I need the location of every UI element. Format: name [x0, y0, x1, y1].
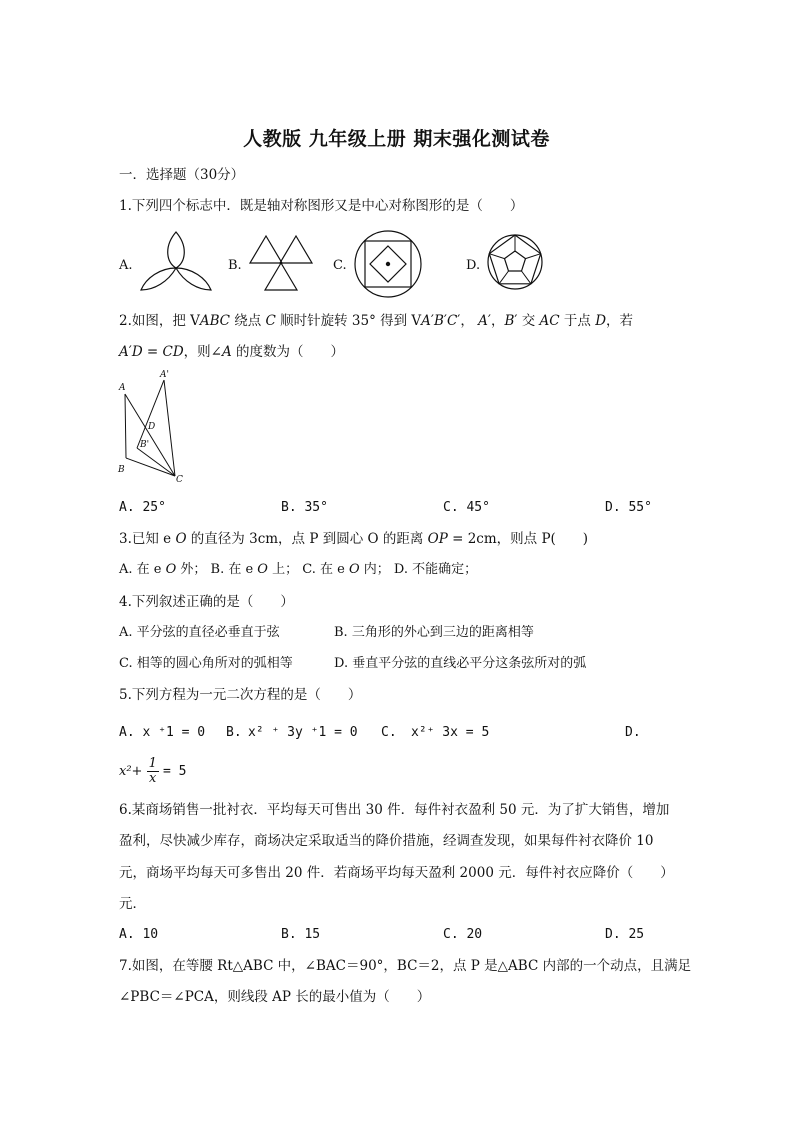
question-2-line-2: 𝐴′𝐷 = 𝐶𝐷，则∠𝐴 的度数为（ ）	[119, 344, 345, 360]
q5-fraction-numerator: 1	[148, 756, 157, 771]
q2-label-b-prime: B'	[140, 440, 150, 450]
q1-option-a-figure	[138, 228, 214, 296]
q5-option-d-fraction	[147, 757, 159, 786]
question-4-stem: 4.下列叙述正确的是（ ）	[119, 594, 294, 610]
q5-option-d-label: D.	[625, 725, 641, 740]
q5-option-d-lead: x²+	[119, 764, 143, 779]
q5-option-c: x²⁺ 3x = 5	[411, 725, 490, 740]
q1-option-c-figure	[352, 228, 424, 300]
q2-option-d: D. 55°	[605, 500, 652, 515]
q4-option-d: D. 垂直平分弦的直线必平分这条弦所对的弧	[334, 656, 587, 671]
question-6-line-1: 6.某商场销售一批衬衣．平均每天可售出 30 件．每件衬衣盈利 50 元．为了扩大销售，增加	[119, 802, 670, 818]
q1-option-d-figure	[485, 232, 545, 292]
q2-label-b: B	[118, 465, 125, 475]
question-7-line-1: 7.如图，在等腰 Rt△ABC 中，∠BAC＝90°，BC＝2，点 P 是△ABC 内部的一个动点，且满足	[119, 958, 692, 974]
question-6-line-3: 元，商场平均每天可多售出 20 件．若商场平均每天盈利 2000 元．每件衬衣应降价（ ）	[119, 865, 674, 881]
question-7-line-2: ∠PBC＝∠PCA，则线段 AP 长的最小值为（ ）	[119, 989, 431, 1005]
q1-option-a-label: A.	[119, 258, 133, 273]
q2-option-a: A. 25°	[119, 500, 166, 515]
q4-option-c: C. 相等的圆心角所对的弧相等	[119, 656, 293, 671]
q6-option-b: B. 15	[281, 927, 321, 942]
q5-fraction-denominator: x	[149, 771, 157, 786]
q2-triangle-figure	[112, 368, 192, 486]
q2-label-d: D	[148, 422, 156, 432]
q2-label-a-prime: A'	[160, 370, 169, 380]
q4-option-a: A. 平分弦的直径必垂直于弦	[119, 625, 280, 640]
q1-option-b-label: B.	[228, 258, 242, 273]
q2-option-c: C. 45°	[443, 500, 490, 515]
q5-option-b: x² ⁺ 3y ⁺1 = 0	[248, 725, 358, 740]
question-5-stem: 5.下列方程为一元二次方程的是（ ）	[119, 687, 362, 703]
page-title: 人教版 九年级上册 期末强化测试卷	[243, 128, 550, 150]
q2-option-b: B. 35°	[281, 500, 328, 515]
question-3-stem: 3.已知 e 𝑂 的直径为 3cm，点 P 到圆心 O 的距离 𝑂𝑃 = 2cm，则点 P( )	[119, 531, 589, 547]
q1-option-d-label: D.	[466, 258, 481, 273]
q6-option-c: C. 20	[443, 927, 483, 942]
q5-option-d-tail: = 5	[163, 764, 187, 779]
question-6-line-2: 盈利，尽快减少库存，商场决定采取适当的降价措施，经调查发现，如果每件衬衣降价 10	[119, 833, 654, 849]
q5-option-c-label: C.	[381, 725, 397, 740]
q5-option-a: A. x ⁺1 = 0	[119, 725, 206, 740]
question-3-options: A. 在 e 𝑂 外； B. 在 e 𝑂 上； C. 在 e 𝑂 内； D. 不能确定；	[119, 562, 478, 577]
section-heading: 一．选择题（30分）	[119, 167, 245, 183]
question-1-stem: 1.下列四个标志中．既是轴对称图形又是中心对称图形的是（ ）	[119, 198, 524, 214]
question-6-line-4: 元．	[119, 896, 146, 912]
q2-label-a: A	[119, 383, 126, 393]
question-2-line-1: 2.如图，把 V𝐴𝐵𝐶 绕点 𝐶 顺时针旋转 35° 得到 V𝐴′𝐵′𝐶′， 𝐴′，𝐵′ 交 𝐴𝐶 于点 𝐷，若	[119, 313, 634, 329]
q1-option-b-figure	[248, 234, 314, 294]
q6-option-d: D. 25	[605, 927, 645, 942]
q2-label-c: C	[176, 475, 183, 485]
q6-option-a: A. 10	[119, 927, 159, 942]
q5-option-d	[119, 754, 186, 790]
q1-option-c-label: C.	[333, 258, 347, 273]
q5-option-b-label: B.	[226, 725, 242, 740]
q4-option-b: B. 三角形的外心到三边的距离相等	[334, 625, 534, 640]
